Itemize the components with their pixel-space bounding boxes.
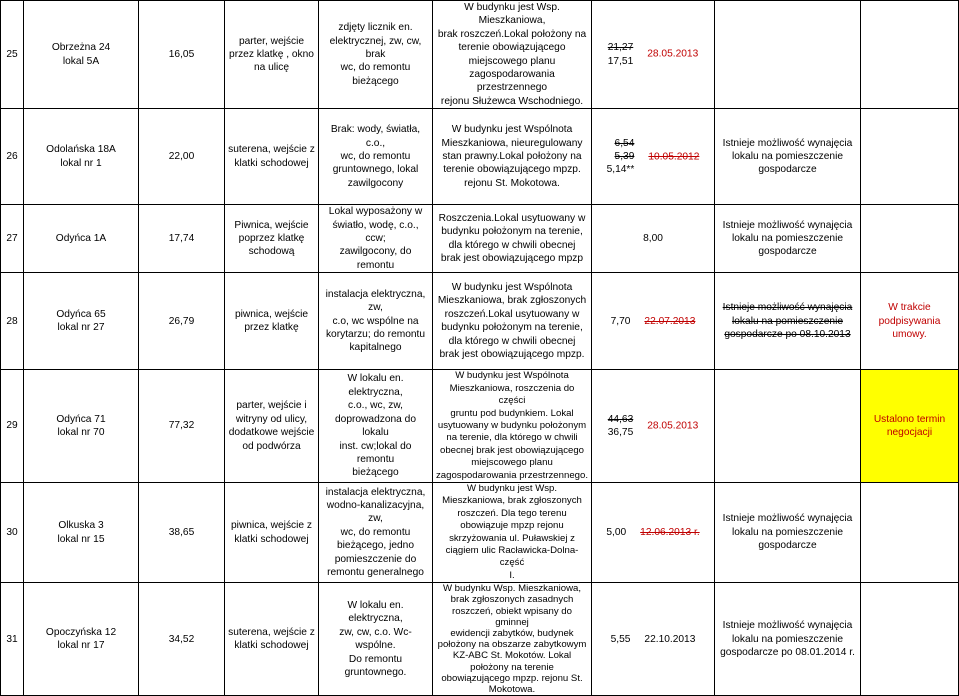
address-cell: Olkuska 3 lokal nr 15 [24, 482, 139, 582]
address-cell: Odolańska 18A lokal nr 1 [24, 109, 139, 205]
legal-status-cell: Roszczenia.Lokal usytuowany w budynku położonym na terenie, dla którego w chwili obecnej brak jest obowiązującego mpzp [433, 205, 592, 273]
address-cell: Odyńca 1A [24, 205, 139, 273]
rent-cell [592, 109, 715, 205]
rent-date: 28.05.2013 [647, 48, 699, 60]
remarks-cell: Istnieje możliwość wynajęcia lokalu na pomieszczenie gospodarcze [715, 109, 861, 205]
remarks-cell: Istnieje możliwość wynajęcia lokalu na pomieszczenie gospodarcze po 08.01.2014 r. [715, 583, 861, 696]
remarks-cell: Istnieje możliwość wynajęcia lokalu na pomieszczenie gospodarcze po 08.10.2013 [715, 273, 861, 370]
area-cell: 26,79 [139, 273, 225, 370]
location-cell: parter, wejście i witryny od ulicy, dodatkowe wejście od podwórza [225, 370, 319, 483]
condition-cell: W lokalu en. elektryczna, c.o., wc, zw, doprowadzona do lokalu inst. cw;lokal do remontu bieżącego [319, 370, 433, 483]
row-number: 31 [1, 583, 24, 696]
row-number: 30 [1, 482, 24, 582]
table-row [1, 109, 959, 205]
area-cell: 77,32 [139, 370, 225, 483]
current-rent: 5,55 [610, 633, 631, 645]
condition-cell: zdjęty licznik en. elektrycznej, zw, cw, brak wc, do remontu bieżącego [319, 1, 433, 109]
previous-rent: 6,54 [614, 137, 635, 149]
rent-date: 10.05.2012 [648, 151, 700, 163]
location-cell: piwnica, wejście przez klatkę [225, 273, 319, 370]
previous-rent: 21,27 [607, 42, 634, 54]
current-rent: 7,70 [610, 315, 631, 327]
condition-cell: instalacja elektryczna, zw, c.o, wc wspólne na korytarzu; do remontu kapitalnego [319, 273, 433, 370]
remarks-cell [715, 370, 861, 483]
legal-status-cell: W budynku jest Wspólnota Mieszkaniowa, roszczenia do części gruntu pod budynkiem. Lokal usytuowany w budynku położonym na terenie, dla którego w chwili obecnej brak jest obowiązującego miejscowego planu zagospodarowania przestrzennego. [433, 370, 592, 483]
location-cell: Piwnica, wejście poprzez klatkę schodową [225, 205, 319, 273]
current-rent: 8,00 [643, 233, 663, 245]
current-rent: 5,00 [606, 526, 627, 538]
legal-status-cell: W budynku jest Wspólnota Mieszkaniowa, nieuregulowany stan prawny.Lokal położony na terenie obowiązującego mpzp. rejonu St. Mokotowa. [433, 109, 592, 205]
condition-cell: instalacja elektryczna, wodno-kanalizacyjna, zw, wc, do remontu bieżącego, jedno pomieszczenie do remontu generalnego [319, 482, 433, 582]
rent-cell [592, 583, 715, 696]
location-cell: suterena, wejście z klatki schodowej [225, 583, 319, 696]
status-cell [861, 1, 959, 109]
location-cell: suterena, wejście z klatki schodowej [225, 109, 319, 205]
rent-date: 12.06.2013 r. [640, 526, 700, 538]
status-cell: W trakcie podpisywania umowy. [861, 273, 959, 370]
current-rent: 17,51 [607, 55, 634, 67]
current-rent: 5,14** [606, 164, 635, 176]
location-cell: piwnica, wejście z klatki schodowej [225, 482, 319, 582]
area-cell: 17,74 [139, 205, 225, 273]
row-number: 26 [1, 109, 24, 205]
area-cell: 38,65 [139, 482, 225, 582]
rent-cell [592, 1, 715, 109]
row-number: 25 [1, 1, 24, 109]
area-cell: 22,00 [139, 109, 225, 205]
previous-rent: 5,39 [614, 151, 635, 163]
remarks-cell: Istnieje możliwość wynajęcia lokalu na pomieszczenie gospodarcze [715, 205, 861, 273]
table-row [1, 370, 959, 483]
condition-cell: W lokalu en. elektryczna, zw, cw, c.o. Wc-wspólne. Do remontu gruntownego. [319, 583, 433, 696]
area-cell: 34,52 [139, 583, 225, 696]
rent-date: 22.10.2013 [644, 633, 696, 645]
rent-date: 22.07.2013 [644, 315, 696, 327]
address-cell: Opoczyńska 12 lokal nr 17 [24, 583, 139, 696]
rent-cell [592, 273, 715, 370]
row-number: 29 [1, 370, 24, 483]
previous-rent: 44,63 [607, 413, 634, 425]
table-row [1, 482, 959, 582]
rent-cell [592, 205, 715, 273]
rent-cell [592, 370, 715, 483]
address-cell: Odyńca 71 lokal nr 70 [24, 370, 139, 483]
row-number: 28 [1, 273, 24, 370]
area-cell: 16,05 [139, 1, 225, 109]
rent-date: 28.05.2013 [647, 420, 699, 432]
current-rent: 36,75 [607, 427, 634, 439]
row-number: 27 [1, 205, 24, 273]
legal-status-cell: W budynku jest Wspólnota Mieszkaniowa, brak zgłoszonych roszczeń.Lokal usytuowany w budynku położonym na terenie, dla którego w chwili obecnej brak jest obowiązującego mpzp. [433, 273, 592, 370]
legal-status-cell: W budynku jest Wsp. Mieszkaniowa, brak zgłoszonych roszczeń. Dla tego terenu obowiązuje mpzp rejonu skrzyżowania ul. Puławskiej z ciągiem ulic Racławicka-Dolna-część I. [433, 482, 592, 582]
status-cell [861, 205, 959, 273]
condition-cell: Brak: wody, światła, c.o., wc, do remontu gruntownego, lokal zawilgocony [319, 109, 433, 205]
table-row [1, 273, 959, 370]
status-cell [861, 583, 959, 696]
address-cell: Odyńca 65 lokal nr 27 [24, 273, 139, 370]
rent-cell [592, 482, 715, 582]
status-cell [861, 109, 959, 205]
condition-cell: Lokal wyposażony w światło, wodę, c.o., ccw; zawilgocony, do remontu [319, 205, 433, 273]
location-cell: parter, wejście przez klatkę , okno na ulicę [225, 1, 319, 109]
address-cell: Obrzeżna 24 lokal 5A [24, 1, 139, 109]
legal-status-cell: W budynku Wsp. Mieszkaniowa, brak zgłoszonych zasadnych roszczeń, obiekt wpisany do gminnej ewidencji zabytków, budynek położony na obszarze zabytkowym KZ-ABC St. Mokotów. Lokal położony na terenie obowiązującego mpzp. rejonu St. Mokotowa. [433, 583, 592, 696]
table-row [1, 583, 959, 696]
status-cell [861, 482, 959, 582]
remarks-cell [715, 1, 861, 109]
remarks-cell: Istnieje możliwość wynajęcia lokalu na pomieszczenie gospodarcze [715, 482, 861, 582]
table-row [1, 205, 959, 273]
table-row [1, 1, 959, 109]
status-cell: Ustalono termin negocjacji [861, 370, 959, 483]
legal-status-cell: W budynku jest Wsp. Mieszkaniowa, brak roszczeń.Lokal położony na terenie obowiązującego miejscowego planu zagospodarowania przestrzennego rejonu Służewca Wschodniego. [433, 1, 592, 109]
